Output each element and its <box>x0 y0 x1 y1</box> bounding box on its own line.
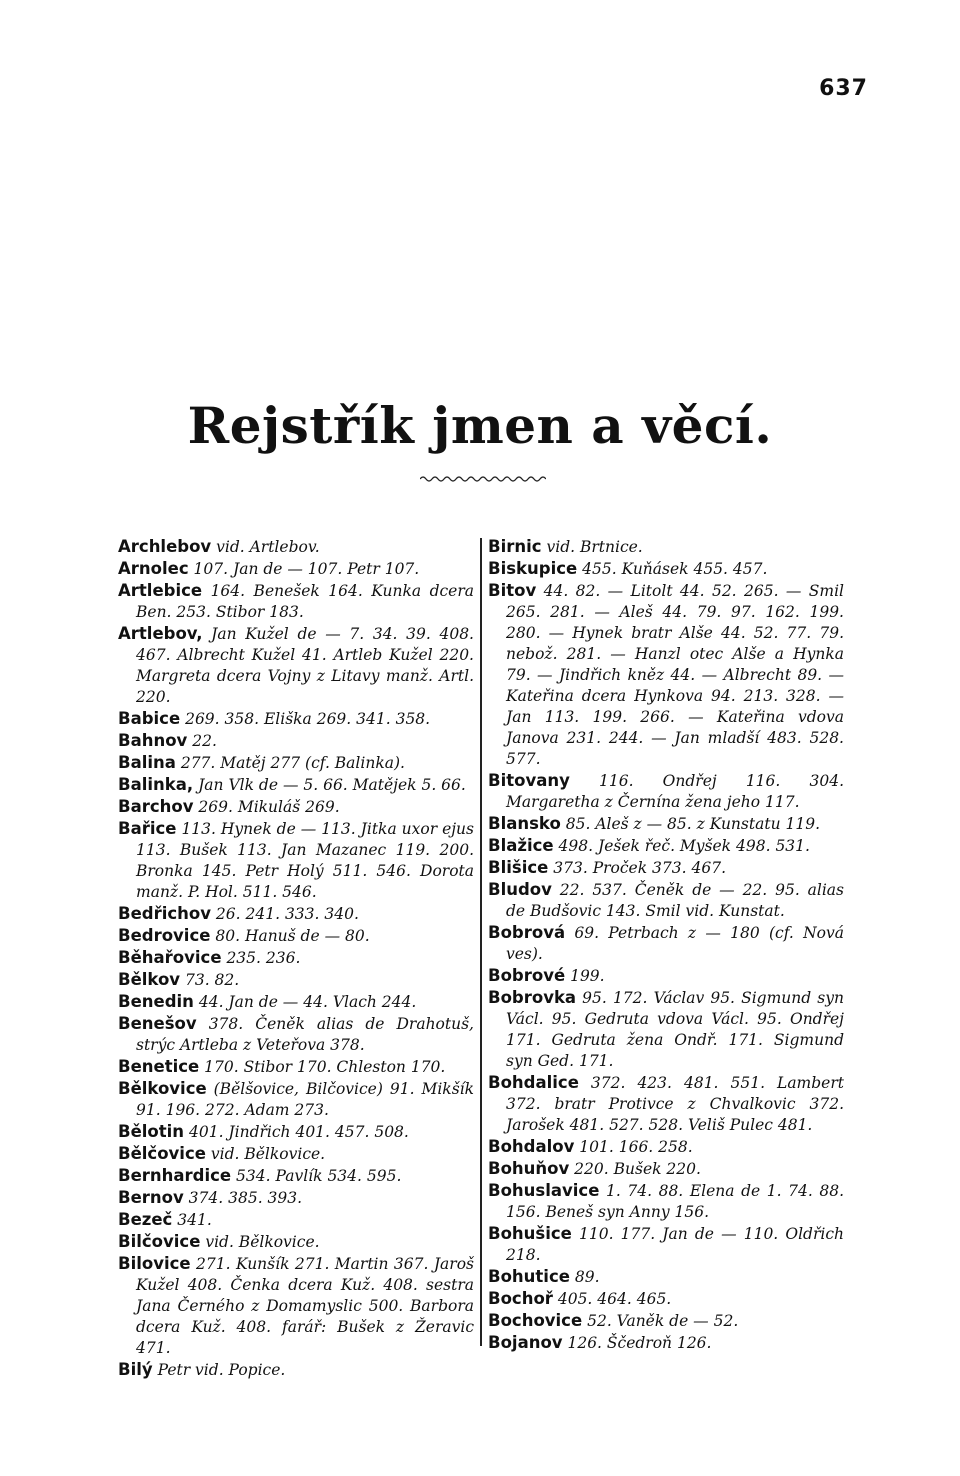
index-references: 498. Ješek řeč. Myšek 498. 531. <box>553 837 810 855</box>
index-references: 405. 464. 465. <box>552 1290 672 1308</box>
index-references: 534. Pavlík 534. 595. <box>231 1167 402 1185</box>
index-headword: Bahnov <box>118 731 188 750</box>
index-references: 271. Kunšík 271. Martin 367. Jaroš Kužel 408. Čenka dcera Kuž. 408. sestra Jana Černého z Domamyslic 500. Barbora dcera Kuž. 408. farář: Bušek z Žeravic 471. <box>136 1255 474 1357</box>
index-entry <box>488 1180 844 1223</box>
index-headword: Bělčovice <box>118 1144 206 1163</box>
index-headword: Běhařovice <box>118 948 222 967</box>
wavy-divider-ornament <box>420 474 546 484</box>
index-entry <box>488 536 844 558</box>
index-entry <box>488 558 844 580</box>
index-references: 116. Ondřej 116. 304. Margaretha z Černína žena jeho 117. <box>506 772 844 811</box>
index-headword: Bobrovka <box>488 988 577 1007</box>
index-headword: Bělotin <box>118 1122 185 1141</box>
index-entry <box>118 1165 474 1187</box>
index-references: 22. <box>187 732 217 750</box>
index-entry <box>488 1288 844 1310</box>
index-references: 269. 358. Eliška 269. 341. 358. <box>180 710 431 728</box>
index-entry <box>118 1121 474 1143</box>
index-references: 373. Proček 373. 467. <box>548 859 727 877</box>
index-entry <box>488 580 844 770</box>
index-entry <box>488 835 844 857</box>
index-entry <box>118 774 474 796</box>
index-entry <box>488 770 844 813</box>
index-references: 1. 74. 88. Elena de 1. 74. 88. 156. Beneš syn Anny 156. <box>506 1182 844 1221</box>
index-references: 73. 82. <box>180 971 240 989</box>
index-headword: Blažice <box>488 836 554 855</box>
index-entry <box>118 558 474 580</box>
index-entry <box>118 1231 474 1253</box>
index-entry <box>488 1266 844 1288</box>
index-entry <box>118 730 474 752</box>
index-headword: Benešov <box>118 1014 197 1033</box>
index-references: 220. Bušek 220. <box>569 1160 701 1178</box>
index-references: 170. Stibor 170. Chleston 170. <box>199 1058 446 1076</box>
index-headword: Bělkovice <box>118 1079 207 1098</box>
index-headword: Bohuslavice <box>488 1181 600 1200</box>
index-headword: Bezeč <box>118 1210 173 1229</box>
column-divider <box>480 538 482 1346</box>
index-entry <box>118 708 474 730</box>
index-headword: Bařice <box>118 819 177 838</box>
index-headword: Bludov <box>488 880 552 899</box>
page-number: 637 <box>819 76 868 101</box>
index-entry <box>118 536 474 558</box>
index-entry <box>118 752 474 774</box>
index-headword: Bojanov <box>488 1333 563 1352</box>
index-entry <box>118 623 474 708</box>
index-references: 372. 423. 481. 551. Lambert 372. bratr Protivce z Chvalkovic 372. Jarošek 481. 527. 528. Veliš Pulec 481. <box>506 1074 844 1134</box>
index-headword: Bernhardice <box>118 1166 232 1185</box>
index-headword: Bobrové <box>488 966 566 985</box>
index-headword: Bedřichov <box>118 904 211 923</box>
index-headword: Balinka, <box>118 775 194 794</box>
index-references: 341. <box>172 1211 212 1229</box>
index-headword: Biskupice <box>488 559 578 578</box>
index-references: 401. Jindřich 401. 457. 508. <box>184 1123 409 1141</box>
index-entry <box>488 813 844 835</box>
index-entry <box>118 1143 474 1165</box>
index-headword: Babice <box>118 709 181 728</box>
index-headword: Barchov <box>118 797 194 816</box>
index-entry <box>488 1332 844 1354</box>
index-references: 235. 236. <box>221 949 301 967</box>
index-references: 44. 82. — Litolt 44. 52. 265. — Smil 265. 281. — Aleš 44. 79. 97. 162. 199. 280. — Hynek bratr Alše 44. 52. 77. 79. nebož. 281. — Hanzl otec Alše a Hynka 79. — Jindřich kněz 44. — Albrecht 89. — Kateřina dcera Hynkova 94. 213. 328. — Jan 113. 199. 266. — Kateřina vdova Janova 231. 244. — Jan mladší 483. 528. 577. <box>506 582 844 768</box>
index-headword: Artlebov, <box>118 624 203 643</box>
index-entry <box>488 1310 844 1332</box>
index-references: Jan Kužel de — 7. 34. 39. 408. 467. Albrecht Kužel 41. Artleb Kužel 220. Margreta dcera Vojny z Litavy manž. Artl. 220. <box>136 625 474 706</box>
index-entry <box>118 1253 474 1359</box>
index-headword: Bitovany <box>488 771 570 790</box>
index-references: 69. Petrbach z — 180 (cf. Nová ves). <box>506 924 844 963</box>
index-entry <box>488 965 844 987</box>
index-references: Petr vid. Popice. <box>152 1361 286 1379</box>
index-references: 110. 177. Jan de — 110. Oldřich 218. <box>506 1225 844 1264</box>
index-headword: Bohdalov <box>488 1137 575 1156</box>
index-column-left <box>118 536 474 1381</box>
index-column-right <box>488 536 844 1354</box>
index-references: Jan Vlk de — 5. 66. Matějek 5. 66. <box>193 776 466 794</box>
index-references: 455. Kuňásek 455. 457. <box>577 560 768 578</box>
index-headword: Bedrovice <box>118 926 211 945</box>
index-references: 95. 172. Václav 95. Sigmund syn Václ. 95. Gedruta vdova Václ. 95. Ondřej 171. Gedruta žena Ondř. 171. Sigmund syn Ged. 171. <box>506 989 844 1070</box>
index-entry <box>488 1072 844 1136</box>
index-headword: Birnic <box>488 537 542 556</box>
index-references: 164. Benešek 164. Kunka dcera Ben. 253. Stibor 183. <box>136 582 474 621</box>
index-headword: Bělkov <box>118 970 181 989</box>
index-headword: Benetice <box>118 1057 200 1076</box>
index-headword: Archlebov <box>118 537 212 556</box>
index-entry <box>488 922 844 965</box>
index-entry <box>118 1187 474 1209</box>
index-entry <box>118 947 474 969</box>
index-entry <box>488 1223 844 1266</box>
index-references: 107. Jan de — 107. Petr 107. <box>188 560 420 578</box>
index-entry <box>118 1209 474 1231</box>
index-headword: Arnolec <box>118 559 189 578</box>
index-headword: Benedin <box>118 992 194 1011</box>
index-headword: Bochoř <box>488 1289 553 1308</box>
index-entry <box>488 1136 844 1158</box>
index-entry <box>118 1013 474 1056</box>
index-references: 269. Mikuláš 269. <box>193 798 340 816</box>
index-references: vid. Bělkovice. <box>200 1233 320 1251</box>
index-references: vid. Bělkovice. <box>205 1145 326 1163</box>
index-entry <box>118 1078 474 1121</box>
index-references: vid. Brtnice. <box>541 538 643 556</box>
index-headword: Bilý <box>118 1360 153 1379</box>
index-headword: Blansko <box>488 814 561 833</box>
page-title: Rejstřík jmen a věcí. <box>187 396 773 455</box>
index-entry <box>118 969 474 991</box>
index-references: 52. Vaněk de — 52. <box>582 1312 739 1330</box>
index-entry <box>488 857 844 879</box>
index-headword: Bobrová <box>488 923 566 942</box>
index-references: (Bělšovice, Bilčovice) 91. Mikšík 91. 196. 272. Adam 273. <box>136 1080 474 1119</box>
index-headword: Bernov <box>118 1188 184 1207</box>
index-entry <box>118 796 474 818</box>
index-headword: Artlebice <box>118 581 203 600</box>
index-references: 26. 241. 333. 340. <box>211 905 359 923</box>
index-entry <box>118 925 474 947</box>
index-references: 374. 385. 393. <box>183 1189 303 1207</box>
index-headword: Bohuňov <box>488 1159 570 1178</box>
index-headword: Bohutice <box>488 1267 570 1286</box>
index-headword: Bohušice <box>488 1224 572 1243</box>
index-entry <box>488 987 844 1072</box>
index-entry <box>488 879 844 922</box>
index-references: 277. Matěj 277 (cf. Balinka). <box>175 754 405 772</box>
index-headword: Bitov <box>488 581 537 600</box>
index-references: 126. Ščedroň 126. <box>562 1334 712 1352</box>
index-references: 80. Hanuš de — 80. <box>210 927 370 945</box>
index-headword: Balina <box>118 753 176 772</box>
index-entry <box>118 818 474 903</box>
index-entry <box>118 903 474 925</box>
index-references: 85. Aleš z — 85. z Kunstatu 119. <box>560 815 820 833</box>
index-entry <box>488 1158 844 1180</box>
index-entry <box>118 991 474 1013</box>
index-headword: Bilovice <box>118 1254 191 1273</box>
index-entry <box>118 1359 474 1381</box>
index-references: 101. 166. 258. <box>574 1138 693 1156</box>
index-headword: Bilčovice <box>118 1232 201 1251</box>
index-references: 113. Hynek de — 113. Jitka uxor ejus 113. Bušek 113. Jan Mazanec 119. 200. Bronka 145. Petr Holý 511. 546. Dorota manž. P. Hol. 511. 546. <box>136 820 474 901</box>
index-references: 22. 537. Čeněk de — 22. 95. alias de Budšovic 143. Smil vid. Kunstat. <box>506 881 844 920</box>
index-headword: Blišice <box>488 858 549 877</box>
index-references: 199. <box>565 967 605 985</box>
index-references: 378. Čeněk alias de Drahotuš, strýc Artleba z Veteřova 378. <box>136 1015 474 1054</box>
index-entry <box>118 1056 474 1078</box>
index-headword: Bochovice <box>488 1311 583 1330</box>
index-references: 44. Jan de — 44. Vlach 244. <box>193 993 417 1011</box>
index-headword: Bohdalice <box>488 1073 579 1092</box>
index-entry <box>118 580 474 623</box>
index-references: vid. Artlebov. <box>211 538 320 556</box>
index-references: 89. <box>569 1268 600 1286</box>
